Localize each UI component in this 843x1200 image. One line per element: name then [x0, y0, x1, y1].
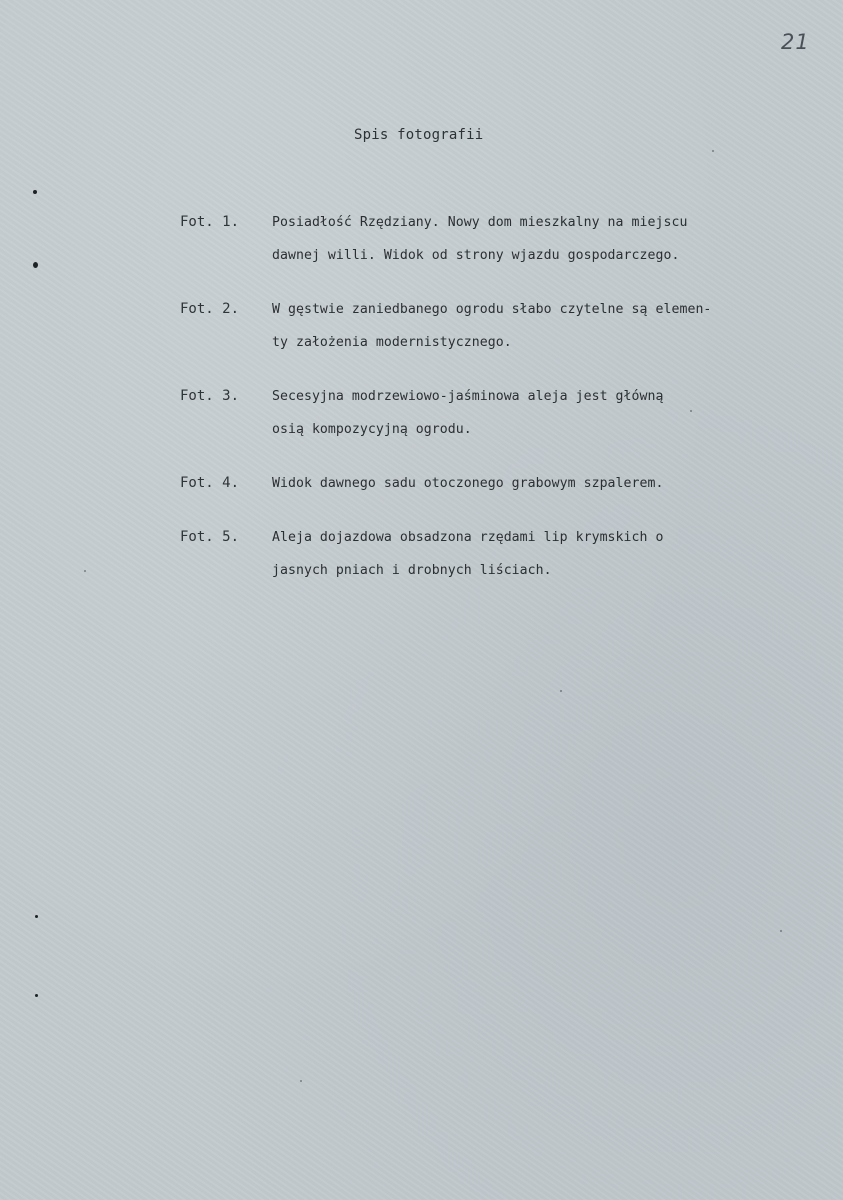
entry-label: Fot. 2. — [180, 301, 240, 317]
punch-mark — [33, 190, 37, 194]
caption-line: Widok dawnego sadu otoczonego grabowym szpalerem. — [272, 476, 664, 491]
punch-mark — [35, 915, 38, 918]
paper-speck — [712, 150, 714, 152]
entry-caption — [272, 521, 820, 587]
paper-speck — [690, 410, 692, 412]
photo-list — [180, 206, 820, 608]
caption-line: W gęstwie zaniedbanego ogrodu słabo czytelne są elemen- — [272, 302, 712, 317]
punch-mark — [33, 262, 38, 268]
entry-caption — [272, 467, 820, 500]
list-item — [180, 380, 820, 446]
punch-mark — [35, 994, 38, 997]
list-item — [180, 521, 820, 587]
caption-line: Secesyjna modrzewiowo-jaśminowa aleja jest główną — [272, 389, 664, 404]
entry-caption — [272, 380, 820, 446]
paper-speck — [300, 1080, 302, 1082]
entry-label: Fot. 5. — [180, 529, 240, 545]
entry-label: Fot. 1. — [180, 214, 240, 230]
caption-line: Aleja dojazdowa obsadzona rzędami lip krymskich o — [272, 530, 664, 545]
caption-line: dawnej willi. Widok od strony wjazdu gospodarczego. — [272, 248, 680, 263]
paper-speck — [780, 930, 782, 932]
caption-line: Posiadłość Rzędziany. Nowy dom mieszkalny na miejscu — [272, 215, 688, 230]
paper-speck — [560, 690, 562, 692]
entry-label: Fot. 4. — [180, 475, 240, 491]
paper-speck — [84, 570, 86, 572]
caption-line: osią kompozycyjną ogrodu. — [272, 422, 472, 437]
entry-caption — [272, 206, 820, 272]
page-number: 21 — [781, 30, 810, 54]
caption-line: jasnych pniach i drobnych liściach. — [272, 563, 552, 578]
list-item — [180, 206, 820, 272]
page-title: Spis fotografii — [354, 127, 484, 143]
entry-caption — [272, 293, 820, 359]
caption-line: ty założenia modernistycznego. — [272, 335, 512, 350]
list-item — [180, 293, 820, 359]
list-item — [180, 467, 820, 500]
entry-label: Fot. 3. — [180, 388, 240, 404]
